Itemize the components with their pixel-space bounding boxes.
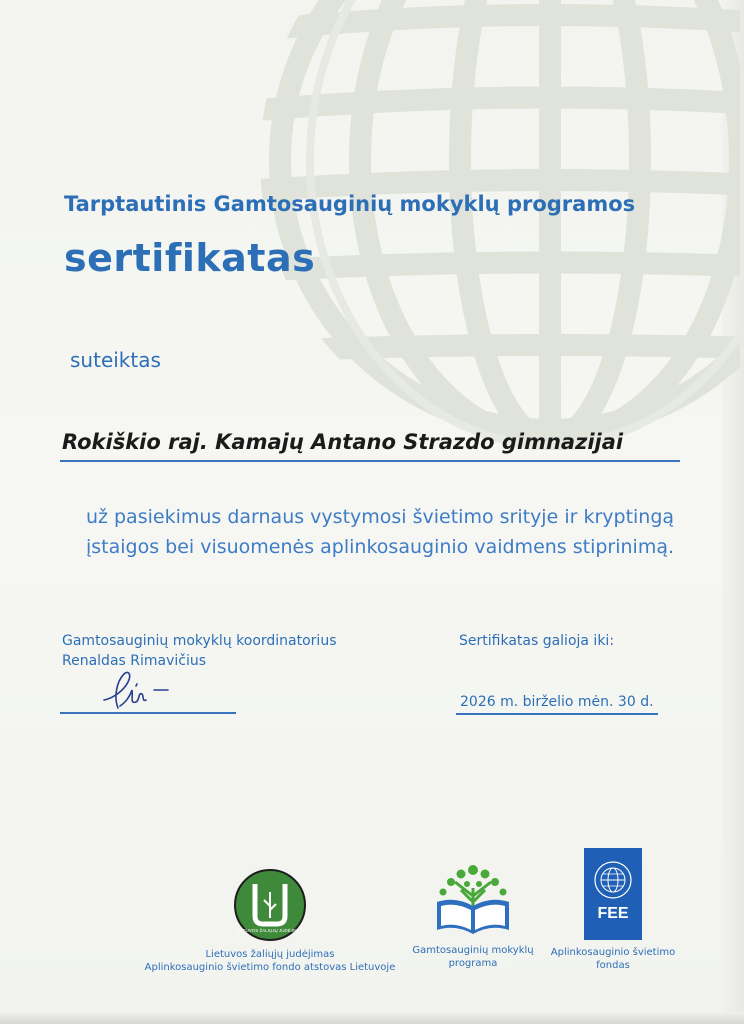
- fee-caption-line1: Aplinkosauginio švietimo: [550, 947, 676, 958]
- recipient-name: Rokiškio raj. Kamajų Antano Strazdo gimnazijai: [62, 430, 624, 454]
- lzj-caption-line2: Aplinkosauginio švietimo fondo atstovas Lietuvoje: [144, 962, 396, 973]
- signatory-role: Gamtosauginių mokyklų koordinatorius: [62, 633, 337, 649]
- validity-underline: [456, 713, 658, 715]
- tree-book-icon: [433, 858, 513, 938]
- reason-line-1: už pasiekimus darnaus vystymosi švietimo srityje ir kryptingą: [85, 506, 675, 528]
- validity-label: Sertifikatas galioja iki:: [459, 633, 615, 649]
- reason-line-2: įstaigos bei visuomenės aplinkosauginio vaidmens stiprinimą.: [85, 536, 675, 558]
- certificate-title: sertifikatas: [64, 236, 316, 280]
- recipient-underline: [60, 460, 680, 462]
- eco-caption-line1: Gamtosauginių mokyklų: [412, 945, 534, 956]
- globe-grid-icon: [220, 0, 740, 450]
- page-bottom-edge: [0, 1012, 744, 1024]
- award-reason: [50, 502, 710, 562]
- signature-line: [60, 712, 236, 714]
- lzj-caption-line1: Lietuvos žaliųjų judėjimas: [205, 949, 335, 960]
- lzj-logo-block: [140, 868, 400, 974]
- granted-label: suteiktas: [70, 348, 161, 372]
- fee-globe-icon: [584, 848, 642, 940]
- lzj-emblem-text: LIETUVOS ŽALIŲJŲ JUDĖJIMAS: [235, 928, 305, 933]
- signatory-name: Renaldas Rimavičius: [62, 653, 207, 669]
- fee-emblem-text: FEE: [597, 905, 629, 922]
- fee-logo-block: [548, 848, 678, 972]
- lzj-emblem-icon: [233, 868, 307, 942]
- handwritten-signature: [96, 668, 176, 714]
- program-title: Tarptautinis Gamtosauginių mokyklų programos: [64, 192, 636, 216]
- eco-schools-logo-block: [398, 858, 548, 970]
- validity-date: 2026 m. birželio mėn. 30 d.: [460, 694, 654, 710]
- fee-caption-line2: fondas: [596, 960, 630, 971]
- eco-caption-line2: programa: [448, 958, 498, 969]
